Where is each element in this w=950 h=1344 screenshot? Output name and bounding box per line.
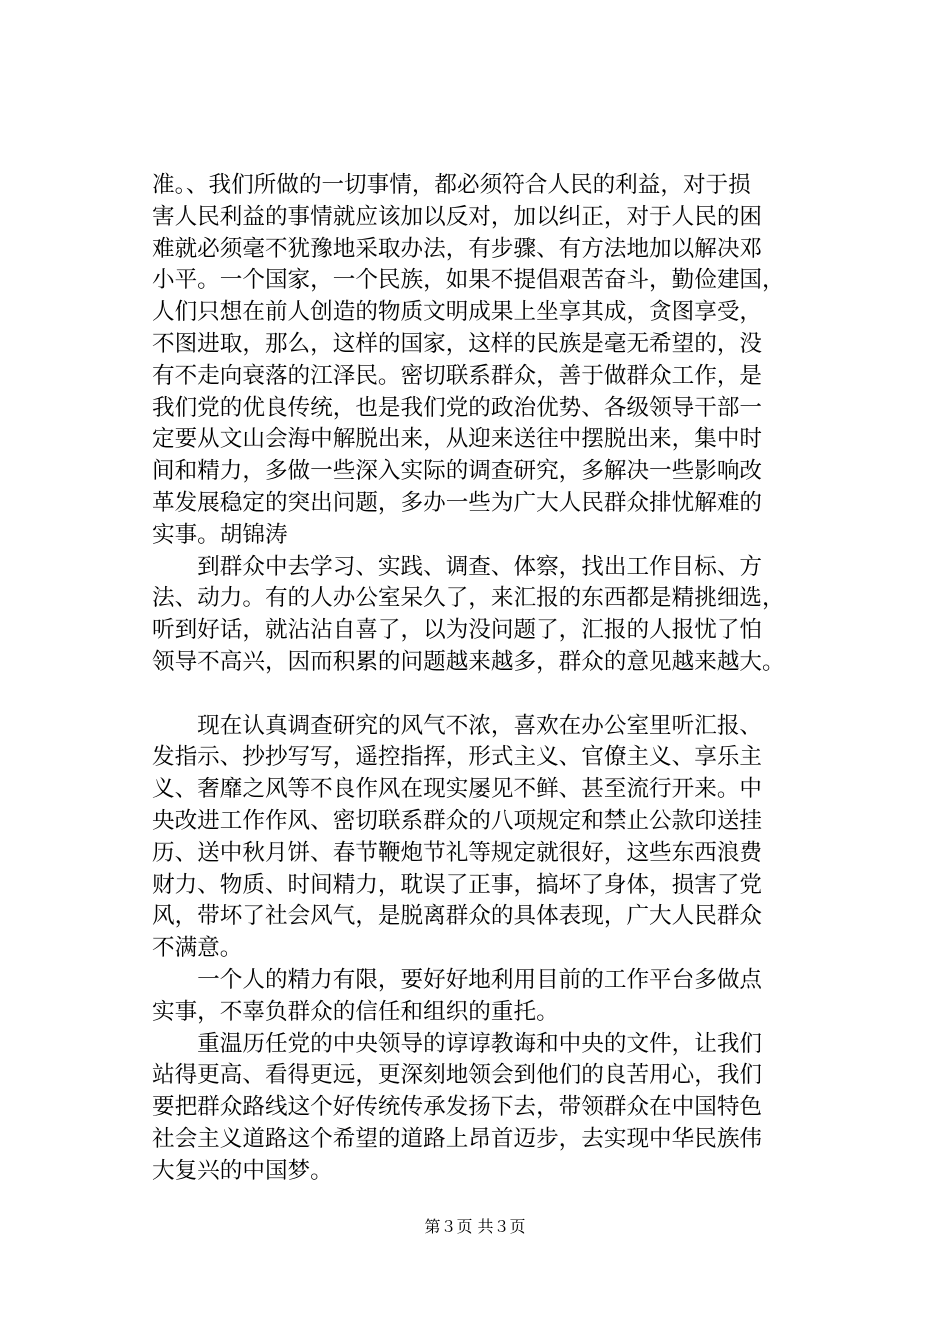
text-line: 现在认真调查研究的风气不浓，喜欢在办公室里听汇报、 (152, 712, 763, 739)
text-line: 实事，不辜负群众的信任和组织的重托。 (152, 998, 559, 1025)
text-line: 一个人的精力有限，要好好地利用目前的工作平台多做点 (152, 966, 763, 993)
text-line: 有不走向衰落的江泽民。密切联系群众，善于做群众工作，是 (152, 362, 763, 389)
text-line: 革发展稳定的突出问题，多办一些为广大人民群众排忧解难的 (152, 489, 763, 516)
text-line: 小平。一个国家，一个民族，如果不提倡艰苦奋斗，勤俭建国， (152, 267, 785, 294)
text-line: 定要从文山会海中解脱出来，从迎来送往中摆脱出来，集中时 (152, 426, 763, 453)
text-line: 站得更高、看得更远，更深刻地领会到他们的良苦用心，我们 (152, 1062, 763, 1089)
text-line: 央改进工作作风、密切联系群众的八项规定和禁止公款印送挂 (152, 807, 763, 834)
text-line: 财力、物质、时间精力，耽误了正事，搞坏了身体，损害了党 (152, 871, 763, 898)
text-line: 风，带坏了社会风气，是脱离群众的具体表现，广大人民群众 (152, 903, 763, 930)
text-line: 发指示、抄抄写写，遥控指挥，形式主义、官僚主义、享乐主 (152, 744, 763, 771)
document-body (152, 170, 812, 1188)
text-line: 历、送中秋月饼、春节鞭炮节礼等规定就很好，这些东西浪费 (152, 839, 763, 866)
text-line: 要把群众路线这个好传统传承发扬下去，带领群众在中国特色 (152, 1094, 763, 1121)
text-line: 我们党的优良传统，也是我们党的政治优势、各级领导干部一 (152, 394, 763, 421)
text-line: 领导不高兴，因而积累的问题越来越多，群众的意见越来越大。 (152, 648, 785, 675)
text-line: 实事。胡锦涛 (152, 521, 288, 548)
text-line: 不满意。 (152, 935, 243, 962)
text-line: 难就必须毫不犹豫地采取办法，有步骤、有方法地加以解决邓 (152, 235, 763, 262)
text-line: 义、奢靡之风等不良作风在现实屡见不鲜、甚至流行开来。中 (152, 776, 763, 803)
text-line: 害人民利益的事情就应该加以反对，加以纠正，对于人民的困 (152, 203, 763, 230)
blank-line (152, 679, 812, 711)
page-footer: 第３页 共３页 (424, 1217, 526, 1236)
text-line: 人们只想在前人创造的物质文明成果上坐享其成，贪图享受， (152, 299, 763, 326)
text-line: 不图进取，那么，这样的国家，这样的民族是毫无希望的，没 (152, 330, 763, 357)
text-line: 重温历任党的中央领导的谆谆教诲和中央的文件，让我们 (152, 1030, 763, 1057)
text-line: 间和精力，多做一些深入实际的调查研究，多解决一些影响改 (152, 458, 763, 485)
text-line: 听到好话，就沾沾自喜了，以为没问题了，汇报的人报忧了怕 (152, 617, 763, 644)
text-line: 到群众中去学习、实践、调查、体察，找出工作目标、方 (152, 553, 763, 580)
text-line: 大复兴的中国梦。 (152, 1157, 333, 1184)
text-line: 准。、我们所做的一切事情，都必须符合人民的利益，对于损 (152, 172, 751, 198)
text-line: 社会主义道路这个希望的道路上昂首迈步，去实现中华民族伟 (152, 1125, 763, 1152)
text-line: 法、动力。有的人办公室呆久了，来汇报的东西都是精挑细选， (152, 585, 785, 612)
